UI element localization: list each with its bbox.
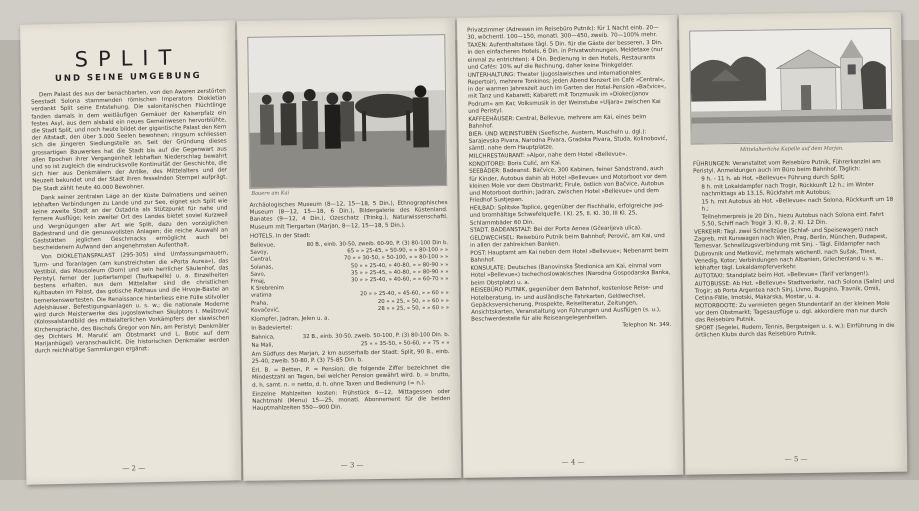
list-item: FÜHRUNGEN: Veranstaltet vom Reisebüro Putnik, Führerkanzlei am Peristyl. Anmeldungen auch im Büro beim Bahnhof. Täglich: [692, 158, 881, 175]
hotel-name: Central, [250, 256, 272, 264]
hotels-heading: HOTELS. In der Stadt: [249, 232, 311, 240]
hotel-price: 80 B., einb. 30-50, zweib. 60-90, P. (3) 80-100 Din b. [306, 240, 449, 249]
hotels-table [250, 240, 449, 315]
list-item: VERKEHR: Tägl. zwei Schnellzüge (Schlaf- und Speisewagen) nach Zagreb, mit Kurswagen nach Wien, Prag, Berlin, München, Budapest, Temesvar. Schnellzugsverbindung mit Sinj. - Tägl. Eildampfer nach Dubrovnik und Metković, mehrmals wöchentl. nach Sušak, Triest, Venedig, Kotor; Verbindungen nach Albanien, Griechenland u. s. w., lebhafter tägl. Lokaldampferverkehr. [693, 226, 888, 272]
hotel-price: 35 » » 25-45, » 40-80, » » 80-90 » » [350, 268, 449, 277]
hotel-name: Bahnica, [251, 334, 275, 342]
hotel-price: 20 » » 25-40, » 45-60, » » 60 » » [360, 290, 449, 298]
background-bottom [0, 480, 919, 511]
list-item: AUTOTAXI: Standplatz beim Hot. »Bellevue« (Tarif verlangen!). [694, 270, 870, 280]
hotel-name: Praha, [250, 300, 269, 307]
panel-practical-info [457, 15, 683, 478]
marjan-text: Am Südfuss des Marjan, 2 km ausserhalb der Stadt: Split, 90 B., einb. 25-40, zweib. 50-80, P. (3) 75-85 Din. b. [251, 348, 450, 365]
page-number: — 2 — [122, 464, 146, 473]
hotel-price: 30 » » 25-40, » 40-60, » » 60-70 » » [351, 276, 449, 284]
list-item: MILCHRESTAURANT: »Alpor, nahe dem Hotel »Bellevue«. [468, 151, 628, 160]
intro-paragraph-1: Dem Palast des aus der benachbarten, von den Awaren zerstörten Seestadt Solona stammenden römischen Imperators Diokletian verdankt Split seine Entstehung. Die salonitanischen Flüchtlinge fanden damals in dem weitläufigen Gemäuer der Kaiserpfalz ein festes Asyl, aus dem alsbald ein neues Gemeinwesen hervorblühte, die Stadt Split, und noch heute bildet der gigantische Palast den Kern der Altstadt, den über 3.000 Seelen bewohnen; ringsum schliessen sich die jüngeren Siedlungsteile an. Seit der Gründung dieses grossartigen Bauwerkes hat die Stadt bis auf die Gegenwart aus allen Epochen ihrer Vergangenheit lebhaften Niederschlag bewahrt und so ist zugleich die eindrucksvolle Kontinuität der Geschichte, die sich hier aus Denkmälern der Antike, des Mittelalters und der Neuzeit bekundet und der Stadt ihren fesselnden Stempel aufprägt. Die Stadt zählt heute 40.000 Bewohner. [31, 88, 228, 193]
hotel-name: Solanas, [250, 264, 274, 271]
photo-chapel-marjan [689, 28, 893, 145]
list-item: POST: Hauptamt am Kai neben dem Hotel »Bellevue«; Nebenamt beim Bahnhof. [470, 247, 669, 264]
museums-text: Archäologisches Museum (8—12, 15—18, 5 Din.), Ethnographisches Museum (8—12, 15—18, 6 Din.), Bildergalerie des Küstenland. Banates (9—12, 4 Din.), Ozeschatz (Trinkg.), Naturwissenschaftl. Museum mit Tiergarten (Marjan, 8—12, 15—18, 5 Din.). [249, 200, 448, 231]
list-item: KONDITOREI: Boris Culić, am Kai. [468, 159, 562, 168]
panel-museums-hotels [237, 18, 461, 481]
hotel-price: 20 » » 25, » 50, » » 60 » » [377, 297, 449, 305]
hotel-name: Savoy, [250, 249, 269, 257]
list-item: SPORT (Segelei, Rudern, Tennis, Bergsteigen u. s. w.): Einführung in die örtlichen Klubs durch das Reisebüro Putnik. [695, 322, 895, 339]
list-item: GELDWECHSEL: Reisebüro Putnik beim Bahnhof; Perović, am Kai, und in allen der zahlreichen Banken. [470, 233, 665, 249]
page-number: — 4 — [561, 458, 585, 467]
list-item: MOTORBOOTE: Zu vermieten gegen Stundentarif an der kleinen Mole vor dem Obstmarkt; Tagesausflüge u. dgl. akkordiere man nur durch das Reisebüro Putnik. [694, 300, 890, 324]
hotel-price: 70 » » 30-50, » 50-100, » » 80-100 » » [343, 254, 449, 262]
table-row [251, 340, 449, 350]
list-item: 8 h. mit Lokaldampfer nach Trogir, Rückkunft 12 h.; im Winter nachmittags ab 13.15, Rückfahrt mit Autobus; [701, 181, 874, 198]
list-item: HEILBAD: Splitske Toplice, gegenüber der Fischhalle, erfolgreiche jod- und bromhältige Schwefelquelle. I Kl. 25, II. Kl. 30, III Kl. 25, Schlammbäder 60 Din. [469, 203, 664, 227]
hotel-price: 28 » » 25, » 50, » » 60 » » [377, 304, 450, 312]
list-item: Privatzimmer (Adressen im Reisebüro Putnik): für 1 Nacht einb. 20—30, wöchentl. 100—150, monatl. 300—450, zweib. 70—100% mehr. [467, 25, 659, 42]
hotel-name: Na Mali, [251, 342, 274, 349]
list-item: SEEBÄDER: Badeanst. Bačvice, 300 Kabinen, feiner Sandstrand, auch für Kinder, Autobus dahin ab Hotel »Bellevue« und Motorboot vor dem kleinen Mole vor dem Obstmarkt; Firule, östlich von Bačvice, Autobus und Motorboot dorthin; Jadran, zwischen Hotel »Bellevue« und dem Friedhof Sustjepan. [469, 166, 667, 204]
page-number: — 3 — [340, 461, 364, 470]
footnote: Erl. B. = Betten, P. = Pension; die folgende Ziffer bezeichnet die Mindestzahl an Tagen, bei welcher Pension gewährt wird. b. = brutto, d. h. samt. n. = netto, d. h. ohne Taxen und Bedienung (= n.). [251, 365, 450, 389]
hotels-more: Klompfer, Jadran, Jelen u. a. [251, 315, 330, 323]
hotel-name: Bellevue, [250, 242, 276, 249]
panel-split-intro [20, 20, 241, 484]
list-item: STADT. BADEANSTALT: Bei der Porta Aenea (Gčearijeva ulica). [469, 225, 642, 234]
hotel-price: 25 » » 35-50, » 50-60, » » 75 » » [360, 339, 450, 347]
list-item: TAXEN: Aufenthaltstaxe tägl. 5 Din. für die Gäste der besseren, 3 Din. in den einfacheren Hotels, 6 Din. in Privatwohnungen. Meldetaxe (nur einmal zu entrichten): 4 Din. Bedienung in den Hotels, Restaurants und Cafés: 10% auf die Rechnung, daher keine Trinkgelder. [467, 40, 663, 71]
badeviertel-heading: In Badeviertel: [251, 325, 293, 333]
hotel-name: Fmaj, [250, 278, 266, 285]
meals-text: Einzelne Mahlzeiten kosten: Frühstück 6—12, Mittagessen oder Nachtmahl (Menu) 15—25, monatl. Abonnement für die beiden Hauptmahlzeiten 550—900 Din. [252, 388, 451, 413]
telephone-number: Telephon Nr. 349. [622, 321, 672, 329]
page-number: — 5 — [784, 455, 808, 464]
photo-farmers-quay [247, 34, 447, 189]
hotel-name: vratima [250, 292, 272, 300]
hotel-price: 32 B., einb. 30-50, zweib. 50-100, P. (3) 80-100 Din. b. [302, 332, 450, 341]
badeviertel-table [251, 332, 449, 349]
hotel-name: Kovačević, [250, 307, 280, 314]
intro-paragraph-3: Von DIOKLETIANSPALAST (295-305) sind Umfassungsmauern, Turm- und Toranlagen (am kunstreichsten die »Porta Aurea«), das Vestibül, das Mausoleum (Dom) und sein herrlicher Säulenhof, das Peristyl, ferner der Jupitertempel (Taufkapelle) u. a. Einzelheiten bestens erhalten, aus dem Mittelalter sind die christlichen Kultbauten im Palast, das gotische Rathaus und die Hrvoje-Bastei an bemerkenswertesten. Die Renaissance hinterliess eine Fülle stilvoller Adelshäuser, Befestigungsanlagen u. s. w.; die nationale Moderne wird durch Meisterwerke des jugoslawischen Skulptors I. Meštrović (Kolossalstandbild des mittelalterlichen Vorkämpfers der slawischen Kirchensprache, des Bischofs Gregor von Nin, am Peristyl; Denkmäler des Dichters M. Marulić am Obstmarkt und L. Botić auf dem Marijanhügel) veranschaulicht. Die historischen Denkmäler werden durch reichhaltige Sammlungen ergänzt: [33, 250, 230, 355]
page-title: SPLIT [74, 45, 182, 72]
photo-caption: Bauern am Kai [251, 190, 290, 197]
page-subtitle: UND SEINE UMGEBUNG [54, 70, 202, 85]
photo-caption: Mittelalterliche Kapelle auf dem Marjan. [739, 145, 844, 153]
list-item: REISEBÜRO PUTNIK, gegenüber dem Bahnhof, kostenlose Reise- und Hotelberatung, in- und ausländische Fahrkarten, Geldwechsel, Gepäcksversicherung, Prospekte, Reiseliteratur, Zeitungen, Ansichtskarten, Veranstaltung von Führungen und Ausflügen (s. u.), Beschwerdestelle für alle Reiseangelegenheiten. [470, 285, 664, 323]
list-item: Teilnehmerpreis je 20 Din., hiezu Autobus nach Solona einf. Fahrt 5.50, Schiff nach Trogir 3. Kl. 8, 2. Kl. 12 Din. [701, 211, 884, 228]
panel-excursions [679, 12, 907, 475]
intro-paragraph-2: Dank seiner zentralen Lage an der Küste Dalmatiens und seinen lebhaften Verbindungen zu Lande und zur See, eignet sich Split wie keine zweite Stadt an der Ostadria als Stützpunkt für nahe und fernere Ausflüge; kein zweiter Ort des Landes bietet soviel Kurzweil und Vergnügungen aller Art wie Split, dazu den vorzüglichen Badestrand und die genussvollsten Anlagen; die reiche Auswahl an Gaststätten jeglichen Geschmacks ermöglicht auch bei bescheidenem Aufwand den angenehmsten Aufenthalt. [32, 191, 229, 252]
hotel-name: K Srebrenim [250, 285, 284, 293]
list-item: AUTOBUSSE: Ab Hot. »Bellevue« Stadtverkehr, nach Solona (Salin) und Trogir; ab Porta Argentea nach Sinj, Livno, Bugojno, Travnik, Omiš, Cetina-Fälle, Imotski, Makarska, Mostar, u. a. [694, 278, 895, 302]
list-item: KONSULATE: Deutsches (Banovinska Štedionica am Kai, einmal vom Hotel »Bellevue«) tschechoslowakisches (Narodna Gospodarska Banka, beim Obstplatz) u. a. [470, 263, 671, 287]
hotel-price: 50 » » 25-40, » 40-80, » » 80-90 » » [350, 261, 449, 270]
list-item: KAFFEEHÄUSER: Central, Bellevue, mehrere am Kai, eines beim Bahnhof. [468, 113, 647, 130]
brochure [20, 12, 907, 486]
table-row [251, 305, 449, 315]
hotel-price: 65 » » 25-45, » 50-90, » » 80-100 » » [347, 247, 449, 255]
hotel-name: Savo, [250, 271, 266, 278]
list-item: 15 h. mit Autobus ab Hot. »Bellevue« nach Solona, Rückkunft um 18 h.; [701, 196, 894, 213]
list-item: BIER- UND WEINSTUBEN (Seefische, Austern, Muscheln u. dgl.): Sarajevska Pivara, Narodna Pivara, Gradska Pivara, Studa, Kolinobović, sämtl. nahe dem Hauptplatze. [468, 128, 668, 152]
list-item: 9 h. - 11 h. ab Hot. »Bellevue« Führung durch Split; [701, 174, 845, 183]
list-item: UNTERHALTUNG: Theater (jugoslawisches und internationales Repertoir), mehrere Tonkinos; jeden Abend Konzert im Café »Central«, in der warmen Jahreszeit auch im Garten der Hotel-Pension »Bačvice«, mit Tanz und Kabarett; Kabarett mit Tonzmusik im »Diokecijanov Podrum« am Kai; Volksmusik in der Weinstube »Uljara« zwischen Kai und Peristyl. [467, 69, 667, 115]
